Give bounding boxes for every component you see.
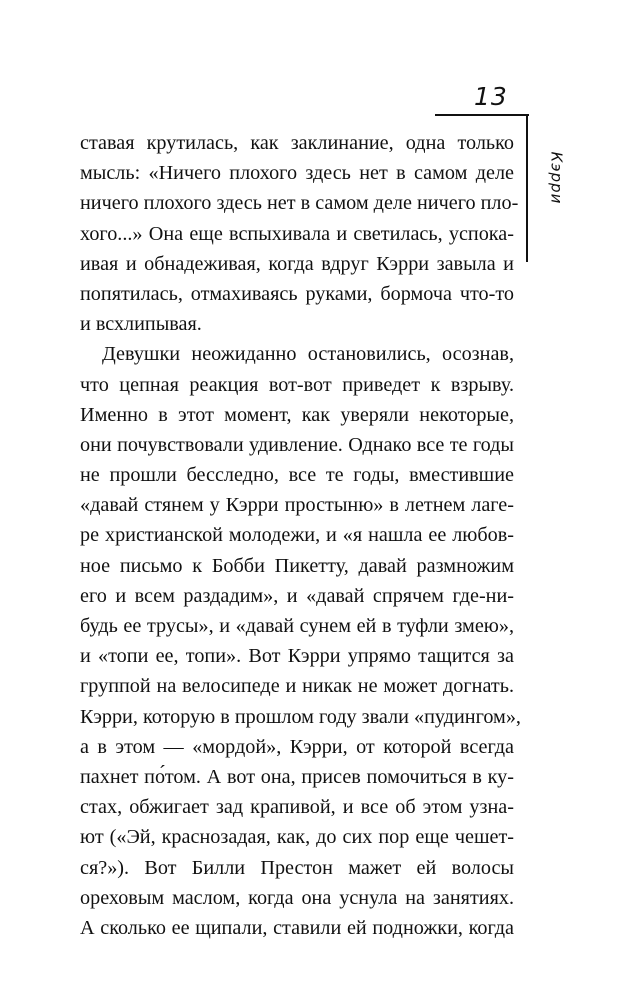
text-line: его и всем раздадим», и «давай спрячем где-ни- — [80, 584, 514, 607]
running-title — [531, 128, 581, 228]
text-line: попятилась, отмахиваясь руками, бормоча что-то — [80, 282, 514, 305]
header-rule-horizontal — [435, 114, 529, 116]
text-line: и всхлипывая. — [80, 313, 202, 336]
text-line: Девушки неожиданно остановились, осознав, — [102, 343, 514, 366]
text-line: «давай стянем у Кэрри простыню» в летнем лаге- — [80, 494, 514, 517]
text-line: ное письмо к Бобби Пикетту, давай размножим — [80, 554, 514, 577]
text-line: мысль: «Ничего плохого здесь нет в самом деле — [80, 162, 514, 185]
text-line: группой на велосипеде и никак не может догнать. — [80, 675, 514, 698]
text-line: и «топи ее, топи». Вот Кэрри упрямо тащится за — [80, 645, 514, 668]
header-rule-vertical — [526, 114, 528, 262]
text-line: стах, обжигает зад крапивой, и все об этом узна- — [80, 796, 514, 819]
text-line: ничего плохого здесь нет в самом деле ничего пло- — [80, 192, 519, 215]
text-line: что цепная реакция вот-вот приведет к взрыву. — [80, 373, 514, 396]
body-text — [80, 128, 521, 943]
text-line: они почувствовали удивление. Однако все те годы — [80, 433, 514, 456]
text-line: Кэрри, которую в прошлом году звали «пудингом», — [80, 705, 521, 728]
text-line: ре христианской молодежи, и «я нашла ее любов- — [80, 524, 514, 547]
text-line: будь ее трусы», и «давай сунем ей в туфли змею», — [80, 615, 514, 637]
text-line: Именно в этот момент, как уверяли некоторые, — [80, 403, 514, 426]
text-line: ся?»). Вот Билли Престон мажет ей волосы — [80, 856, 514, 879]
page-number: 13 — [474, 82, 508, 111]
text-line: а в этом — «мордой», Кэрри, от которой всегда — [80, 735, 514, 758]
text-line: ставая крутилась, как заклинание, одна только — [80, 132, 514, 154]
text-line: хого...» Она еще вспыхивала и светилась, успока- — [80, 222, 514, 245]
text-line: не прошли бесследно, все те годы, вместившие — [80, 464, 514, 487]
text-line: ют («Эй, краснозадая, как, до сих пор еще чешет- — [80, 826, 514, 849]
text-line: пахнет по́том. А вот она, присев помочиться в ку- — [80, 765, 514, 788]
text-line: А сколько ее щипали, ставили ей подножки, когда — [80, 916, 514, 939]
text-line: ивая и обнадеживая, когда вдруг Кэрри завыла и — [80, 252, 514, 275]
running-title-text: Кэрри — [547, 151, 565, 205]
text-line: ореховым маслом, когда она уснула на занятиях. — [80, 886, 514, 909]
